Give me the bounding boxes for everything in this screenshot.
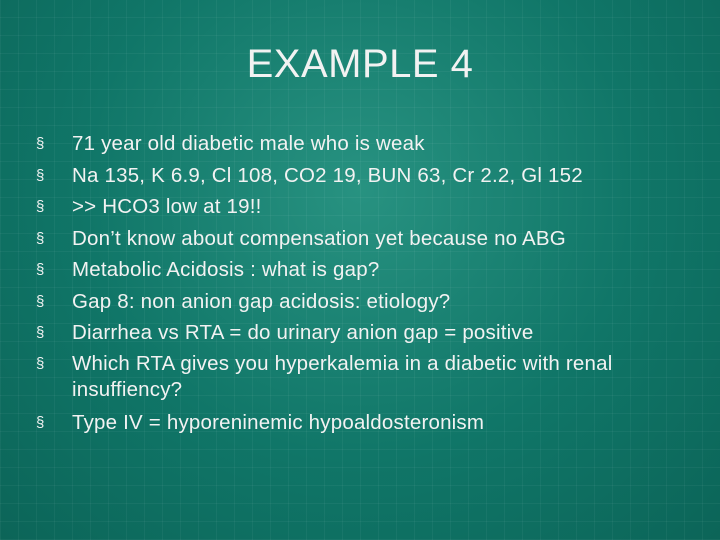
bullet-marker-icon: § — [36, 135, 45, 152]
bullet-marker-icon: § — [36, 166, 45, 184]
bullet-item — [36, 128, 696, 160]
bullet-text: Na 135, K 6.9, Cl 108, CO2 19, BUN 63, Cr 2.2, Gl 152 — [72, 163, 583, 187]
bullet-text: Diarrhea vs RTA = do urinary anion gap = positive — [72, 321, 534, 344]
bullet-text: Gap 8: non anion gap acidosis: etiology? — [72, 289, 451, 313]
bullet-text: Don’t know about compensation yet because no ABG — [72, 226, 566, 250]
bullet-marker-icon: § — [36, 354, 45, 372]
bullet-item — [36, 286, 696, 318]
bullet-marker-icon: § — [36, 413, 45, 431]
bullet-marker-icon: § — [36, 261, 45, 278]
bullet-item — [36, 407, 696, 439]
slide-title: EXAMPLE 4 — [246, 42, 474, 86]
bullet-text: 71 year old diabetic male who is weak — [72, 132, 425, 155]
bullet-item — [36, 254, 696, 286]
bullet-marker-icon: § — [36, 198, 45, 215]
bullet-marker-icon: § — [36, 324, 45, 341]
bullet-text: Which RTA gives you hyperkalemia in a diabetic with renal insuffiency? — [72, 351, 613, 401]
bullet-item — [36, 317, 696, 349]
bullet-item — [36, 191, 696, 223]
bullet-marker-icon: § — [36, 229, 45, 247]
bullet-text: >> HCO3 low at 19!! — [72, 195, 262, 218]
bullet-item — [36, 349, 696, 407]
bullet-text: Metabolic Acidosis : what is gap? — [72, 258, 380, 281]
bullet-item — [36, 223, 696, 255]
bullet-text: Type IV = hyporeninemic hypoaldosteronism — [72, 410, 485, 434]
bullet-marker-icon: § — [36, 292, 45, 310]
bullet-item — [36, 160, 696, 192]
bullet-list — [36, 128, 696, 438]
